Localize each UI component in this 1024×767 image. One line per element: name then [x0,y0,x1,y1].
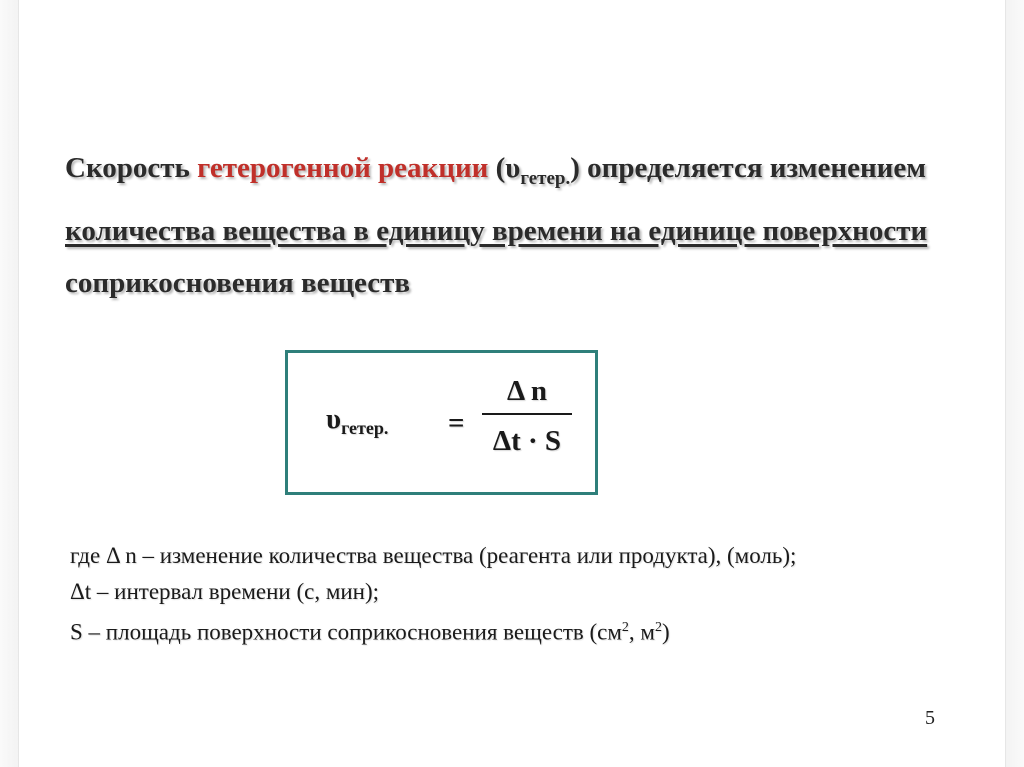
legend-line-area [70,610,796,651]
formula-equals: = [448,407,465,439]
page-number: 5 [925,707,935,729]
formula-numerator: Δ n [507,375,547,407]
slide-right-edge [1005,0,1006,767]
legend-superscript-2: 2 [654,620,662,635]
slide-left-margin [0,0,18,767]
definition-part-4: ) определяется изменением [570,152,926,184]
legend-line-delta-t: Δt – интервал времени (с, мин); [70,579,380,604]
slide-left-edge [18,0,19,767]
formula-lhs-subscript: гетер. [341,418,389,438]
legend-line-delta-n: где Δ n – изменение количества вещества (реагента или продукта), (моль); [70,543,797,568]
formula-box [285,350,598,495]
definition-part-1: Скорость [65,152,198,184]
formula-denominator: Δt · S [492,425,562,457]
legend-superscript-1: 2 [621,620,629,635]
definition-term-heterogeneous-reaction: гетерогенной реакции [197,152,489,184]
definition-text [65,142,965,309]
fraction-bar [482,413,572,415]
definition-underlined-phrase: количества вещества в единицу времени на единице поверхности [65,215,928,247]
legend-line-area-text-a: S – площадь поверхности соприкосновения веществ (см [70,619,622,645]
definition-subscript: гетер. [520,168,571,189]
formula-lhs [326,403,388,439]
definition-part-6: соприкосновения веществ [65,267,411,299]
legend-line-area-text-c: ) [661,619,670,645]
slide-right-margin [1006,0,1024,767]
definition-part-3: (υ [488,152,521,184]
formula-lhs-symbol: υ [326,403,342,435]
legend-line-area-text-b: , м [628,619,655,645]
formula-fraction [482,371,572,461]
variable-legend [70,538,796,651]
